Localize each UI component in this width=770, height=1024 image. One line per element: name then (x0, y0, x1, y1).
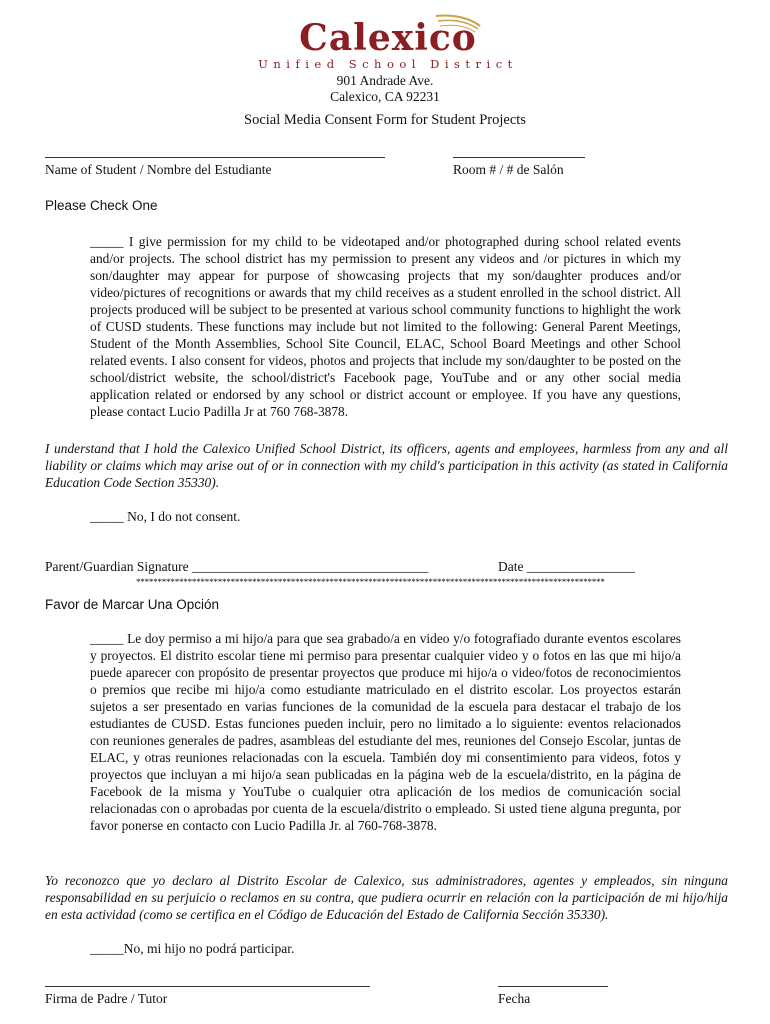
parent-signature-field[interactable]: Parent/Guardian Signature ___________________________________ (45, 559, 429, 574)
no-consent-option-en[interactable]: _____ No, I do not consent. (90, 509, 241, 524)
logo-wordmark: Calexico (299, 17, 477, 59)
student-name-label: Name of Student / Nombre del Estudiante (45, 162, 272, 177)
firma-label: Firma de Padre / Tutor (45, 991, 168, 1006)
stars-divider: ************************************************************************************************************* (136, 577, 605, 587)
date-field[interactable]: Date ________________ (498, 559, 635, 574)
check-one-heading-en: Please Check One (45, 198, 158, 213)
address-line-1: 901 Andrade Ave. (336, 73, 434, 88)
logo-subtitle: Unified School District (258, 57, 518, 71)
room-label: Room # / # de Salón (453, 162, 564, 177)
student-name-line[interactable] (45, 157, 385, 158)
liability-statement-en: I understand that I hold the Calexico Unified School District, its officers, agents and employees, harmless from any and all liability or claims which may arise out of or in connection with my child's participation in this activity (as stated in California Education Code Section 35330). (45, 441, 728, 490)
fecha-label: Fecha (498, 991, 531, 1006)
fecha-line[interactable] (498, 986, 608, 987)
firma-line[interactable] (45, 986, 370, 987)
permission-paragraph-es[interactable]: _____ Le doy permiso a mi hijo/a para que sea grabado/a en video y/o fotografiado durante eventos escolares y proyectos. El distrito escolar tiene mi permiso para presentar cualquier video y o fotos en las que mi hijo/a puede aparecer con propósito de presentar proyectos que produce mi hijo/a o video/fotos de reconocimientos o premios que recibe mi hijo/a como estudiante matriculado en el distrito escolar. Los proyectos estarán sujetos a ser presentado en varias funciones de la comunidad de la escuela para destacar el trabajo de los estudiantes de CUSD. Estas funciones pueden incluir, pero no limitado a lo siguiente: eventos relacionados con reuniones generales de padres, asambleas del estudiante del mes, reuniones del Consejo Escolar, juntas de ELAC, y otras reuniones relacionadas con la escuela. También doy mi consentimiento para videos, fotos y proyectos que incluyan a mi hijo/a sean publicadas en la página web de la escuela/distrito, en la página de Facebook de la misma y YouTube o cualquier otra aplicación de los medios de comunicación social relacionadas con o aprobadas por cuenta de la escuela/distrito o empleado. Si usted tiene alguna pregunta, por favor ponerse en contacto con Lucio Padilla Jr. al 760-768-3878. (90, 631, 681, 833)
check-one-heading-es: Favor de Marcar Una Opción (45, 597, 220, 612)
liability-statement-es: Yo reconozco que yo declaro al Distrito Escolar de Calexico, sus administradores, agentes y empleados, sin ninguna responsabilidad en su perjuicio o reclamos en su contra, que pudiera ocurrir en relación con la participación de mi hijo/hija en esta actividad (como se certifica en el Código de Educación del Estado de California Sección 35330). (45, 873, 728, 922)
district-logo (248, 12, 528, 72)
form-title: Social Media Consent Form for Student Projects (244, 112, 526, 128)
no-consent-option-es[interactable]: _____No, mi hijo no podrá participar. (90, 941, 295, 956)
permission-paragraph-en[interactable]: _____ I give permission for my child to be videotaped and/or photographed during school related events and/or projects. The school district has my permission to present any videos and /or pictures in which my son/daughter may appear for purpose of showcasing projects that my son/daughter produces and/or video/pictures of recognitions or awards that my child receives as a student enrolled in the school district. All projects produced will be subject to be presented at various school community functions to highlight the work of CUSD students. These functions may include but not limited to the following: General Parent Meetings, Student of the Month Assemblies, School Site Council, ELAC, School Board Meetings and other School related events. I also consent for videos, photos and projects that include my son/daughter to be posted on the school/district website, the school/district's Facebook page, YouTube and or any other social media application related or endorsed by any school or district account or employee. If you have any questions, please contact Lucio Padilla Jr at 760 768-3878. (90, 234, 681, 419)
room-line[interactable] (453, 157, 585, 158)
address-line-2: Calexico, CA 92231 (330, 89, 440, 104)
